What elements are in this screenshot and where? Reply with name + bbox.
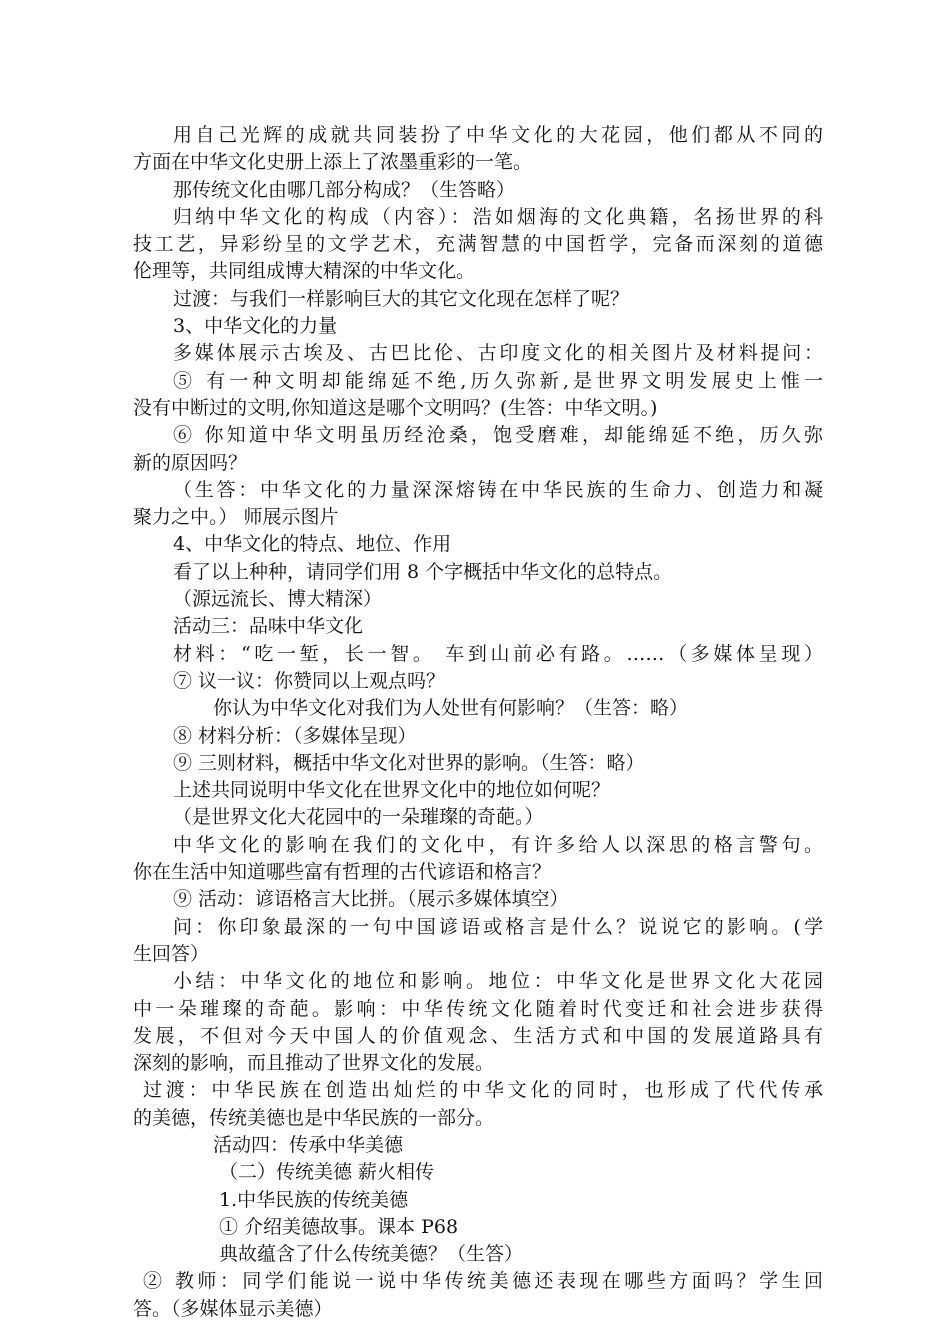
text-line: 中一朵璀璨的奇葩。影响：中华传统文化随着时代变迁和社会进步获得	[133, 997, 823, 1020]
text-line: 聚力之中。） 师展示图片	[133, 506, 339, 529]
text-line: 方面在中华文化史册上添上了浓墨重彩的一笔。	[133, 151, 533, 174]
text-line: 中华文化的影响在我们的文化中，有许多给人以深思的格言警句。	[173, 833, 823, 856]
text-line: 活动三：品味中华文化	[173, 615, 364, 638]
text-line: （是世界文化大花园中的一朵璀璨的奇葩。）	[173, 806, 544, 829]
text-line: ⑦ 议一议：你赞同以上观点吗？	[173, 669, 446, 692]
text-line: 上述共同说明中华文化在世界文化中的地位如何呢？	[173, 779, 611, 802]
text-line: 材料：“吃一堑，长一智。 车到山前必有路。……（多媒体呈现）	[173, 642, 823, 665]
text-line: 发展，不但对今天中国人的价值观念、生活方式和中国的发展道路具有	[133, 1024, 823, 1047]
text-line: （生答：中华文化的力量深深熔铸在中华民族的生命力、创造力和凝	[173, 478, 823, 501]
text-line: ② 教师：同学们能说一说中华传统美德还表现在哪些方面吗？学生回	[143, 1270, 823, 1293]
text-line: 你认为中华文化对我们为人处世有何影响？（生答：略）	[213, 697, 689, 720]
text-line: 4、中华文化的特点、地位、作用	[173, 533, 452, 556]
text-line: 归纳中华文化的构成（内容）：浩如烟海的文化典籍，名扬世界的科	[173, 205, 823, 228]
text-line: 用自己光辉的成就共同装扮了中华文化的大花园，他们都从不同的	[173, 124, 823, 146]
text-line: 没有中断过的文明,你知道这是哪个文明吗？(生答：中华文明。)	[133, 396, 658, 419]
text-line: 深刻的影响，而且推动了世界文化的发展。	[133, 1052, 495, 1075]
text-line: 活动四：传承中华美德	[213, 1133, 404, 1156]
text-line: 伦理等，共同组成博大精深的中华文化。	[133, 260, 476, 283]
text-line: ① 介绍美德故事。课本 P68	[219, 1215, 459, 1238]
text-line: 的美德，传统美德也是中华民族的一部分。	[133, 1106, 495, 1129]
text-line: 过渡：中华民族在创造出灿烂的中华文化的同时，也形成了代代传承	[143, 1079, 823, 1102]
text-line: ⑥ 你知道中华文明虽历经沧桑，饱受磨难，却能绵延不绝，历久弥	[173, 424, 823, 447]
text-line: 那传统文化由哪几部分构成？（生答略）	[173, 178, 516, 201]
document-body	[133, 122, 823, 1323]
text-line: 生回答）	[133, 942, 210, 965]
text-line: 过渡：与我们一样影响巨大的其它文化现在怎样了呢？	[173, 287, 630, 310]
text-line: 典故蕴含了什么传统美德？（生答）	[219, 1243, 524, 1266]
text-line: 你在生活中知道哪些富有哲理的古代谚语和格言？	[133, 861, 552, 884]
text-line: ⑧ 材料分析：（多媒体呈现）	[173, 724, 417, 747]
text-line: 小结：中华文化的地位和影响。地位：中华文化是世界文化大花园	[173, 970, 823, 993]
text-line: 看了以上种种，请同学们用 8 个字概括中华文化的总特点。	[173, 560, 673, 583]
text-line: 答。（多媒体显示美德）	[133, 1297, 333, 1320]
text-line: 技工艺，异彩纷呈的文学艺术，充满智慧的中国哲学，完备而深刻的道德	[133, 233, 823, 256]
text-line: 多媒体展示古埃及、古巴比伦、古印度文化的相关图片及材料提问：	[173, 342, 823, 365]
text-line: （二）传统美德 薪火相传	[219, 1161, 435, 1184]
text-line: 新的原因吗？	[133, 451, 248, 474]
text-line: 3、中华文化的力量	[173, 315, 338, 338]
text-line: ⑤ 有一种文明却能绵延不绝,历久弥新,是世界文明发展史上惟一	[173, 369, 823, 392]
text-line: 1.中华民族的传统美德	[219, 1188, 409, 1211]
text-line: ⑨ 三则材料，概括中华文化对世界的影响。（生答：略）	[173, 751, 645, 774]
text-line: ⑨ 活动：谚语格言大比拼。（展示多媒体填空）	[173, 888, 569, 911]
text-line: （源远流长、博大精深）	[173, 588, 383, 611]
text-line: 问：你印象最深的一句中国谚语或格言是什么？说说它的影响。(学	[173, 915, 823, 938]
